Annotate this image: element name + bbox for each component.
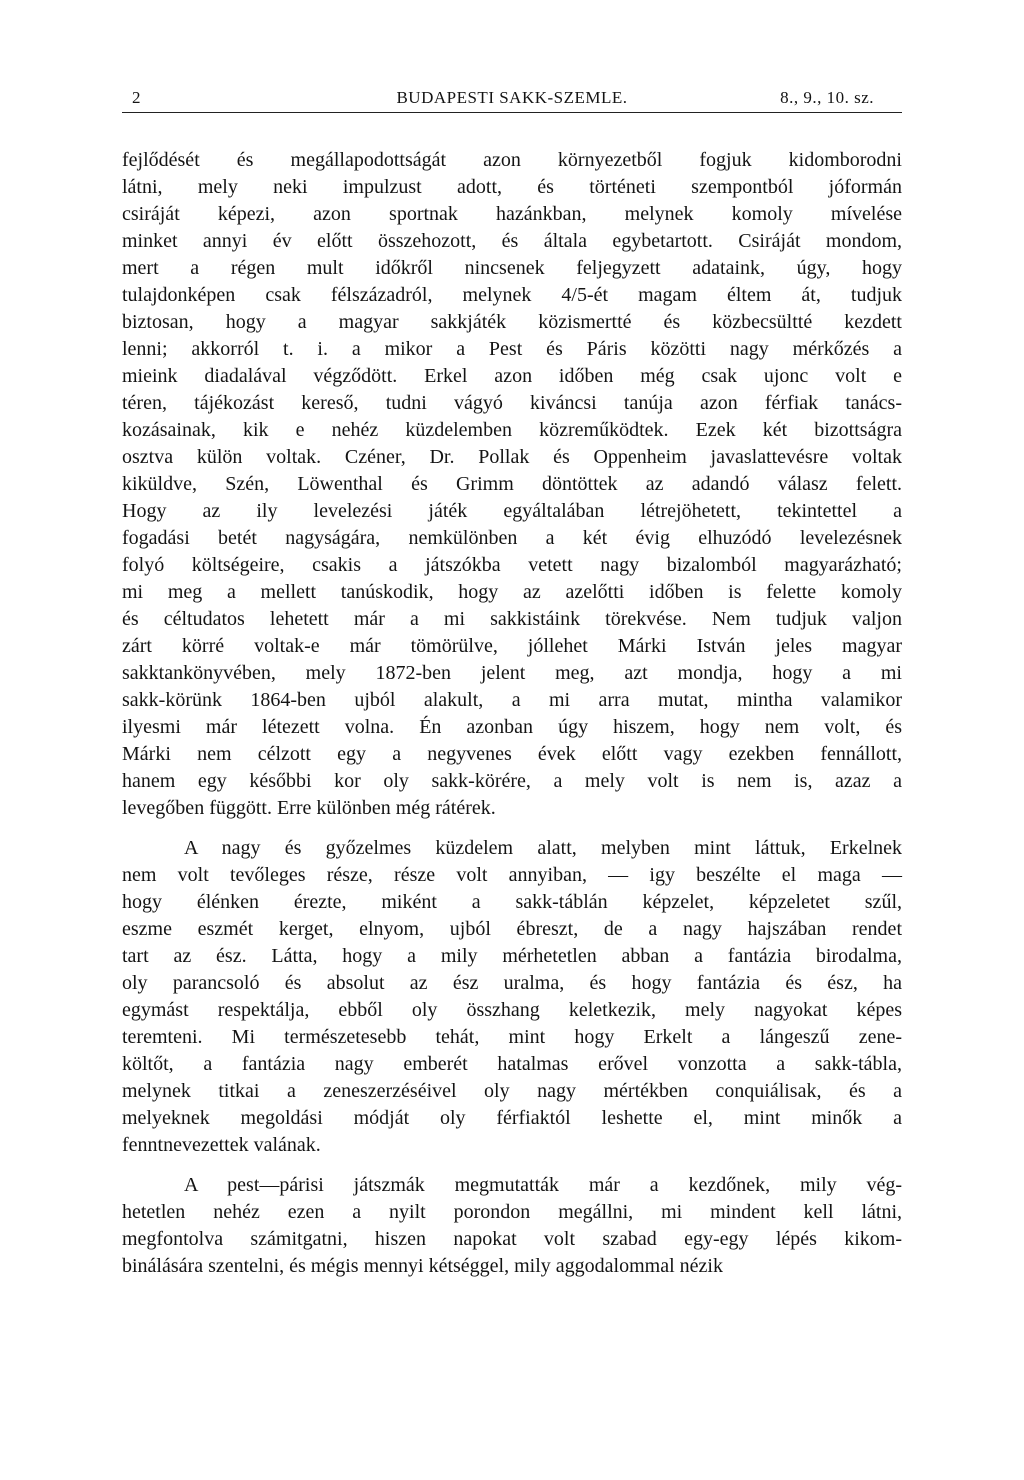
text-line: kozásainak, kik e nehéz küzdelemben közreműködtek. Ezek két bizottságra xyxy=(122,419,902,441)
text-line: hetetlen nehéz ezen a nyilt porondon megállni, mi mindent kell látni, xyxy=(122,1201,902,1223)
paragraph-gap xyxy=(122,1159,902,1172)
text-line: mieink diadalával végződött. Erkel azon időben még csak ujonc volt e xyxy=(122,365,902,387)
text-line: binálására szentelni, és mégis mennyi kétséggel, mily aggodalommal nézik xyxy=(122,1255,723,1277)
text-line: minket annyi év előtt összehozott, és általa egybetartott. Csiráját mondom, xyxy=(122,230,902,252)
text-line: mert a régen mult időkről nincsenek feljegyzett adataink, úgy, hogy xyxy=(122,257,902,279)
text-line: A nagy és győzelmes küzdelem alatt, melyben mint láttuk, Erkelnek xyxy=(184,837,902,859)
text-line: Hogy az ily levelezési játék egyáltalában létrejöhetett, tekintettel a xyxy=(122,500,902,522)
text-line: látni, mely neki impulzust adott, és történeti szempontból jóformán xyxy=(122,176,902,198)
text-line: osztva külön voltak. Czéner, Dr. Pollak és Oppenheim javaslattevésre voltak xyxy=(122,446,902,468)
text-line: egymást respektálja, ebből oly összhang keletkezik, mely nagyokat képes xyxy=(122,999,902,1021)
issue-number: 8., 9., 10. sz. xyxy=(780,88,874,107)
text-line: mi meg a mellett tanúskodik, hogy az azelőtti időben is felette komoly xyxy=(122,581,902,603)
text-line: lenni; akkorról t. i. a mikor a Pest és Páris közötti nagy mérkőzés a xyxy=(122,338,902,360)
text-line: téren, tájékozást kereső, tudni vágyó kiváncsi tanúja azon férfiak tanács- xyxy=(122,392,902,414)
text-line: fenntnevezettek valának. xyxy=(122,1134,321,1156)
journal-title: BUDAPESTI SAKK-SZEMLE. xyxy=(396,88,628,107)
text-line: folyó költségeire, csakis a játszókba vetett nagy bizalomból magyarázható; xyxy=(122,554,902,576)
text-line: költőt, a fantázia nagy emberét hatalmas erővel vonzotta a sakk-tábla, xyxy=(122,1053,902,1075)
text-line: A pest—párisi játszmák megmutatták már a kezdőnek, mily vég- xyxy=(184,1174,902,1196)
page-number: 2 xyxy=(132,88,141,107)
text-line: sakk-körünk 1864-ben ujból alakult, a mi arra mutat, mintha valamikor xyxy=(122,689,902,711)
text-line: tulajdonképen csak félszázadról, melynek 4/5-ét magam éltem át, tudjuk xyxy=(122,284,902,306)
paragraph xyxy=(122,147,902,822)
text-line: Márki nem célzott egy a negyvenes évek előtt vagy ezekben fennállott, xyxy=(122,743,902,765)
text-line: nem volt tevőleges része, része volt annyiban, — igy beszélte el maga — xyxy=(122,864,902,886)
text-line: kiküldve, Szén, Löwenthal és Grimm döntöttek az adandó válasz felett. xyxy=(122,473,902,495)
paragraph xyxy=(122,835,902,1159)
text-line: melynek titkai a zeneszerzéséivel oly nagy mértékben conquiálisak, és a xyxy=(122,1080,902,1102)
text-line: teremteni. Mi természetesebb tehát, mint hogy Erkelt a lángeszű zene- xyxy=(122,1026,902,1048)
paragraph-gap xyxy=(122,822,902,835)
text-line: hogy élénken érezte, miként a sakk-táblán képzelet, képzeletet szűl, xyxy=(122,891,902,913)
text-line: biztosan, hogy a magyar sakkjáték közismertté és közbecsültté kezdett xyxy=(122,311,902,333)
text-line: eszme eszmét kerget, elnyom, ujból ébreszt, de a nagy hajszában rendet xyxy=(122,918,902,940)
text-line: hanem egy későbbi kor oly sakk-körére, a mely volt is nem is, azaz a xyxy=(122,770,902,792)
text-line: sakktankönyvében, mely 1872-ben jelent meg, azt mondja, hogy a mi xyxy=(122,662,902,684)
text-line: tart az ész. Látta, hogy a mily mérhetetlen abban a fantázia birodalma, xyxy=(122,945,902,967)
text-line: fejlődését és megállapodottságát azon környezetből fogjuk kidomborodni xyxy=(122,149,902,171)
text-line: melyeknek megoldási módját oly férfiaktól leshette el, mint minők a xyxy=(122,1107,902,1129)
page xyxy=(122,82,902,1280)
text-line: és céltudatos lehetett már a mi sakkistáink törekvése. Nem tudjuk valjon xyxy=(122,608,902,630)
text-line: csiráját képezi, azon sportnak hazánkban, melynek komoly mívelése xyxy=(122,203,902,225)
article-body xyxy=(122,147,902,1280)
text-line: levegőben függött. Erre különben még rátérek. xyxy=(122,797,496,819)
text-line: ilyesmi már létezett volna. Én azonban úgy hiszem, hogy nem volt, és xyxy=(122,716,902,738)
running-header xyxy=(122,82,902,113)
text-line: megfontolva számitgatni, hiszen napokat volt szabad egy-egy lépés kikom- xyxy=(122,1228,902,1250)
paragraph xyxy=(122,1172,902,1280)
text-line: fogadási betét nagyságára, nemkülönben a két évig elhuzódó levelezésnek xyxy=(122,527,902,549)
text-line: oly parancsoló és absolut az ész uralma, és hogy fantázia és ész, ha xyxy=(122,972,902,994)
text-line: zárt körré voltak-e már tömörülve, jóllehet Márki István jeles magyar xyxy=(122,635,902,657)
